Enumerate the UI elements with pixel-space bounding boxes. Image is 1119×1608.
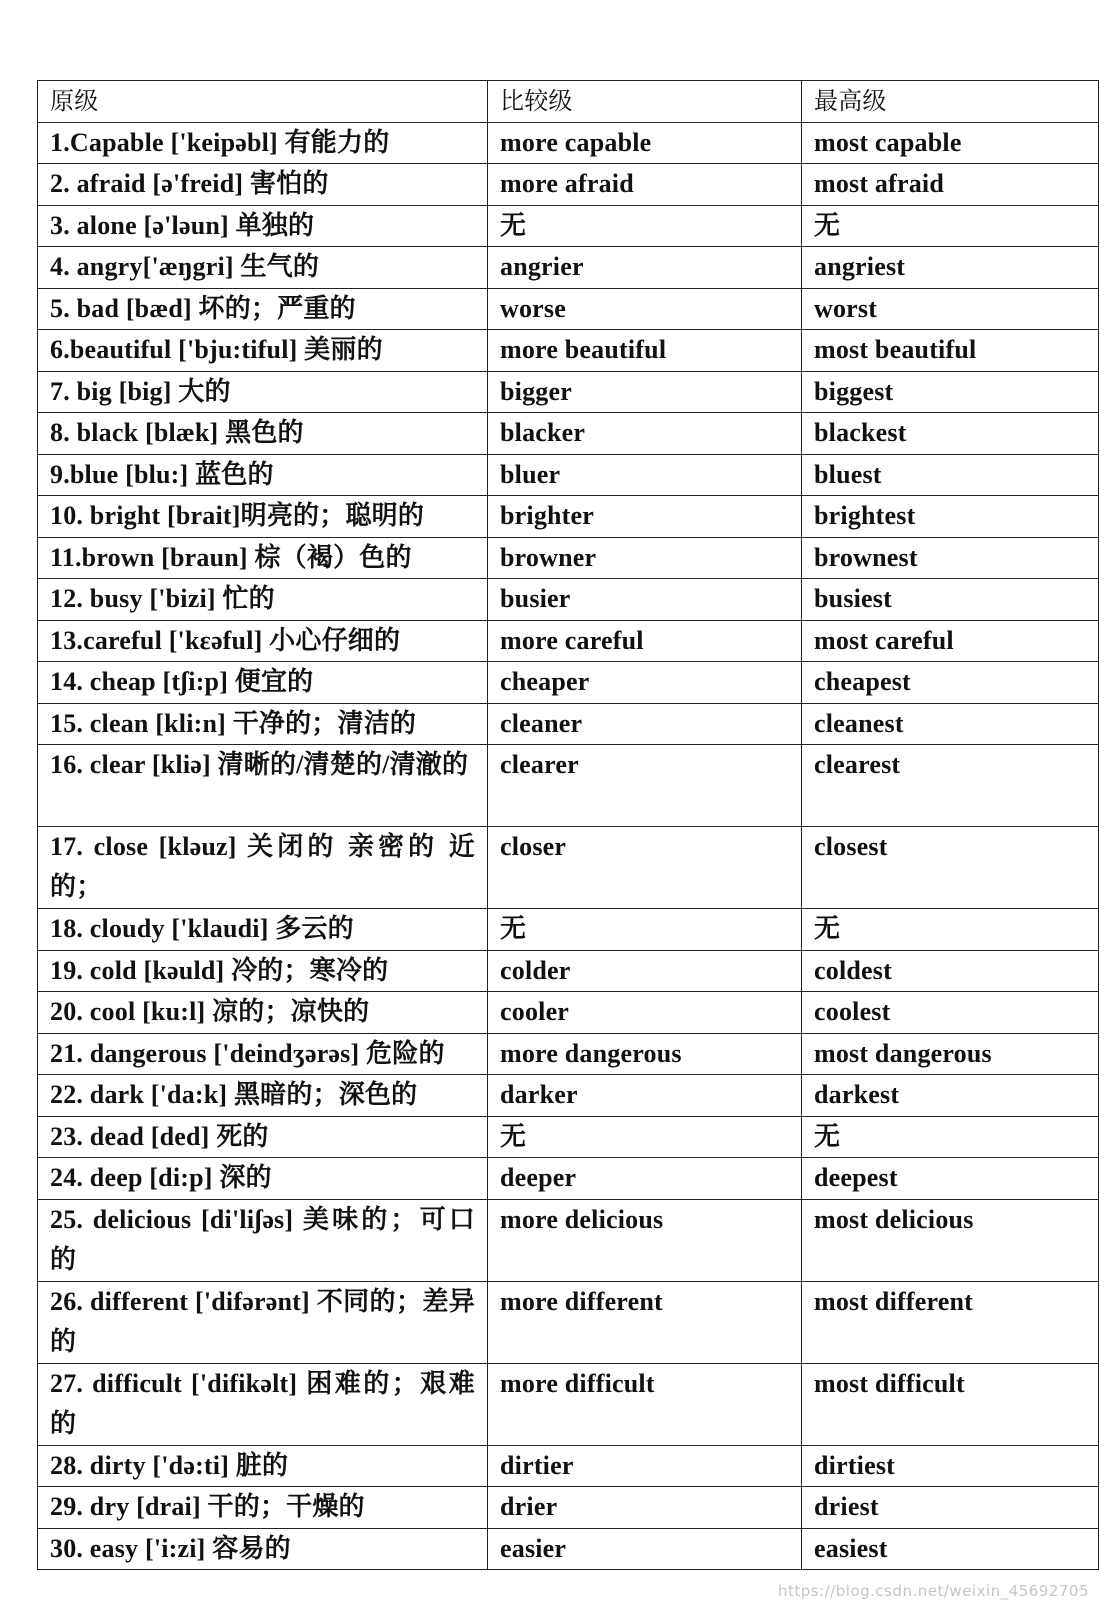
base-form-cell: 2. afraid [ə'freid] 害怕的	[38, 164, 488, 206]
table-row	[38, 122, 1099, 164]
base-form-cell: 8. black [blæk] 黑色的	[38, 413, 488, 455]
table-row	[38, 164, 1099, 206]
header-comparative: 比较级	[488, 81, 802, 123]
superlative-cell: coolest	[802, 992, 1099, 1034]
comparative-cell: more beautiful	[488, 330, 802, 372]
superlative-cell: most beautiful	[802, 330, 1099, 372]
comparative-cell: worse	[488, 288, 802, 330]
comparative-cell: deeper	[488, 1158, 802, 1200]
superlative-cell: darkest	[802, 1075, 1099, 1117]
table-row	[38, 745, 1099, 827]
table-row	[38, 1116, 1099, 1158]
base-form-cell: 26. different ['difərənt] 不同的；差异的	[38, 1281, 488, 1363]
base-form-cell: 4. angry['æŋgri] 生气的	[38, 247, 488, 289]
base-form-cell: 9.blue [blu:] 蓝色的	[38, 454, 488, 496]
superlative-cell: angriest	[802, 247, 1099, 289]
table-row	[38, 1528, 1099, 1570]
table-row	[38, 1075, 1099, 1117]
comparative-cell: 无	[488, 1116, 802, 1158]
table-row	[38, 620, 1099, 662]
superlative-cell: most delicious	[802, 1199, 1099, 1281]
superlative-cell: easiest	[802, 1528, 1099, 1570]
superlative-cell: clearest	[802, 745, 1099, 827]
superlative-cell: brownest	[802, 537, 1099, 579]
base-form-cell: 19. cold [kəuld] 冷的；寒冷的	[38, 950, 488, 992]
superlative-cell: deepest	[802, 1158, 1099, 1200]
table-row	[38, 496, 1099, 538]
table-row	[38, 288, 1099, 330]
comparative-cell: dirtier	[488, 1445, 802, 1487]
comparative-cell: easier	[488, 1528, 802, 1570]
superlative-cell: coldest	[802, 950, 1099, 992]
superlative-cell: brightest	[802, 496, 1099, 538]
table-row	[38, 703, 1099, 745]
table-row	[38, 950, 1099, 992]
comparative-cell: darker	[488, 1075, 802, 1117]
base-form-cell: 20. cool [ku:l] 凉的；凉快的	[38, 992, 488, 1034]
table-row	[38, 1445, 1099, 1487]
comparative-cell: more capable	[488, 122, 802, 164]
base-form-cell: 5. bad [bæd] 坏的；严重的	[38, 288, 488, 330]
table-row	[38, 827, 1099, 909]
comparative-cell: angrier	[488, 247, 802, 289]
base-form-cell: 22. dark ['da:k] 黑暗的；深色的	[38, 1075, 488, 1117]
base-form-cell: 17. close [kləuz] 关闭的 亲密的 近的；	[38, 827, 488, 909]
comparative-cell: brighter	[488, 496, 802, 538]
base-form-cell: 1.Capable ['keipəbl] 有能力的	[38, 122, 488, 164]
superlative-cell: worst	[802, 288, 1099, 330]
base-form-cell: 23. dead [ded] 死的	[38, 1116, 488, 1158]
comparative-cell: 无	[488, 205, 802, 247]
comparative-cell: busier	[488, 579, 802, 621]
table-row	[38, 454, 1099, 496]
comparative-cell: drier	[488, 1487, 802, 1529]
superlative-cell: most capable	[802, 122, 1099, 164]
header-base-form: 原级	[38, 81, 488, 123]
superlative-cell: 无	[802, 1116, 1099, 1158]
base-form-cell: 24. deep [di:p] 深的	[38, 1158, 488, 1200]
table-row	[38, 662, 1099, 704]
base-form-cell: 11.brown [braun] 棕（褐）色的	[38, 537, 488, 579]
watermark: https://blog.csdn.net/weixin_45692705	[777, 1582, 1089, 1600]
comparative-cell: colder	[488, 950, 802, 992]
base-form-cell: 15. clean [kli:n] 干净的；清洁的	[38, 703, 488, 745]
superlative-cell: closest	[802, 827, 1099, 909]
base-form-cell: 12. busy ['bizi] 忙的	[38, 579, 488, 621]
comparative-cell: more difficult	[488, 1363, 802, 1445]
table-row	[38, 909, 1099, 951]
comparative-cell: cheaper	[488, 662, 802, 704]
superlative-cell: driest	[802, 1487, 1099, 1529]
base-form-cell: 7. big [big] 大的	[38, 371, 488, 413]
table-row	[38, 537, 1099, 579]
header-superlative: 最高级	[802, 81, 1099, 123]
base-form-cell: 6.beautiful ['bju:tiful] 美丽的	[38, 330, 488, 372]
base-form-cell: 10. bright [brait]明亮的；聪明的	[38, 496, 488, 538]
superlative-cell: most difficult	[802, 1363, 1099, 1445]
document-page	[37, 80, 1098, 1570]
base-form-cell: 14. cheap [tʃi:p] 便宜的	[38, 662, 488, 704]
comparative-cell: clearer	[488, 745, 802, 827]
superlative-cell: biggest	[802, 371, 1099, 413]
table-row	[38, 1033, 1099, 1075]
base-form-cell: 28. dirty ['də:ti] 脏的	[38, 1445, 488, 1487]
comparative-cell: more delicious	[488, 1199, 802, 1281]
superlative-cell: 无	[802, 909, 1099, 951]
base-form-cell: 29. dry [drai] 干的；干燥的	[38, 1487, 488, 1529]
comparative-cell: bluer	[488, 454, 802, 496]
table-row	[38, 992, 1099, 1034]
comparative-cell: browner	[488, 537, 802, 579]
table-row	[38, 413, 1099, 455]
comparative-cell: more dangerous	[488, 1033, 802, 1075]
comparative-cell: bigger	[488, 371, 802, 413]
table-row	[38, 205, 1099, 247]
base-form-cell: 13.careful ['kεəful] 小心仔细的	[38, 620, 488, 662]
table-row	[38, 371, 1099, 413]
comparative-cell: cleaner	[488, 703, 802, 745]
comparative-cell: cooler	[488, 992, 802, 1034]
superlative-cell: busiest	[802, 579, 1099, 621]
table-row	[38, 1363, 1099, 1445]
comparative-cell: more afraid	[488, 164, 802, 206]
table-header-row	[38, 81, 1099, 123]
base-form-cell: 16. clear [kliə] 清晰的/清楚的/清澈的	[38, 745, 488, 827]
superlative-cell: bluest	[802, 454, 1099, 496]
comparative-cell: blacker	[488, 413, 802, 455]
superlative-cell: most different	[802, 1281, 1099, 1363]
superlative-cell: most careful	[802, 620, 1099, 662]
superlative-cell: most afraid	[802, 164, 1099, 206]
base-form-cell: 27. difficult ['difikəlt] 困难的；艰难的	[38, 1363, 488, 1445]
comparative-cell: closer	[488, 827, 802, 909]
base-form-cell: 18. cloudy ['klaudi] 多云的	[38, 909, 488, 951]
superlative-cell: cheapest	[802, 662, 1099, 704]
comparative-cell: more careful	[488, 620, 802, 662]
table-row	[38, 1158, 1099, 1200]
table-row	[38, 1281, 1099, 1363]
adjective-comparison-table	[37, 80, 1099, 1570]
superlative-cell: blackest	[802, 413, 1099, 455]
superlative-cell: dirtiest	[802, 1445, 1099, 1487]
base-form-cell: 21. dangerous ['deindʒərəs] 危险的	[38, 1033, 488, 1075]
table-row	[38, 1487, 1099, 1529]
table-row	[38, 247, 1099, 289]
comparative-cell: 无	[488, 909, 802, 951]
table-row	[38, 1199, 1099, 1281]
comparative-cell: more different	[488, 1281, 802, 1363]
superlative-cell: 无	[802, 205, 1099, 247]
superlative-cell: cleanest	[802, 703, 1099, 745]
base-form-cell: 30. easy ['i:zi] 容易的	[38, 1528, 488, 1570]
base-form-cell: 25. delicious [di'liʃəs] 美味的；可口的	[38, 1199, 488, 1281]
table-row	[38, 579, 1099, 621]
superlative-cell: most dangerous	[802, 1033, 1099, 1075]
base-form-cell: 3. alone [ə'ləun] 单独的	[38, 205, 488, 247]
table-row	[38, 330, 1099, 372]
